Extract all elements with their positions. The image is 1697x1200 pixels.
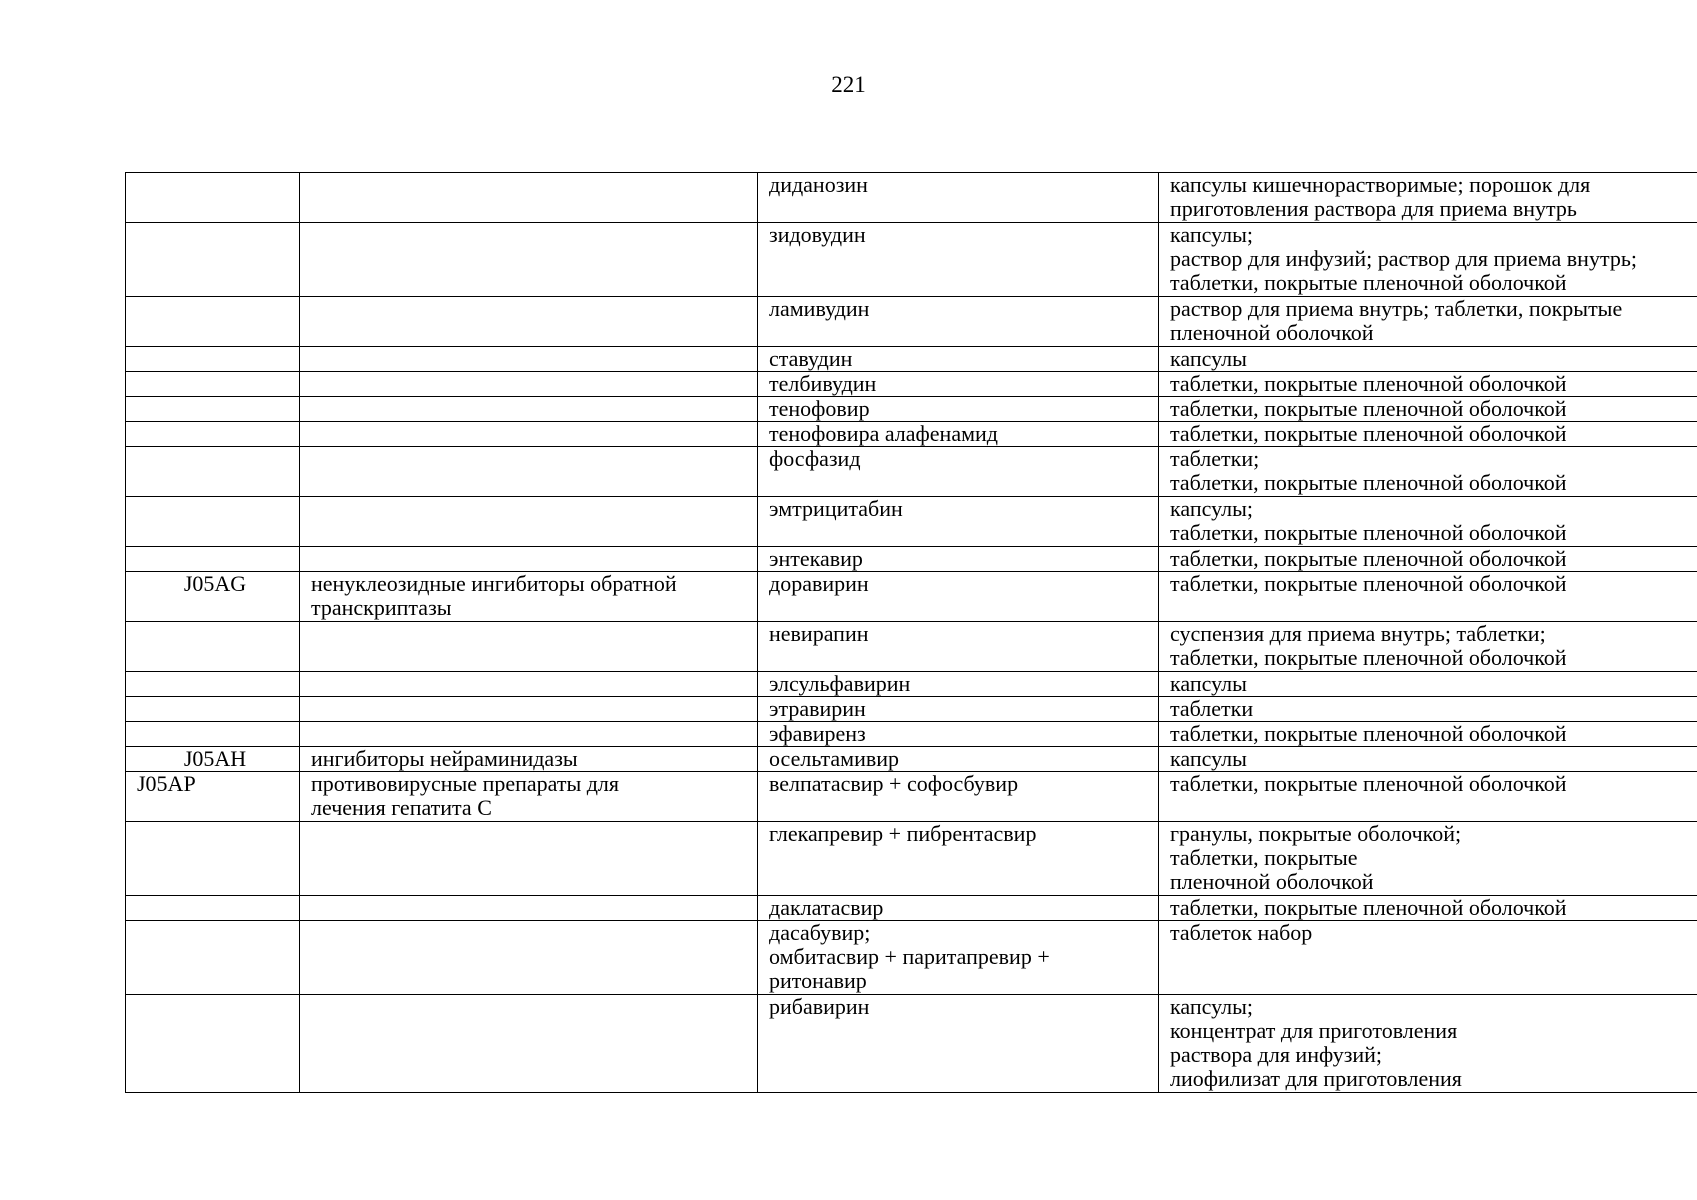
dosage-form-cell: гранулы, покрытые оболочкой; таблетки, покрытые пленочной оболочкой <box>1159 822 1697 896</box>
table-row <box>126 722 1697 747</box>
pharmacological-group-cell <box>300 422 758 447</box>
table-row <box>126 173 1697 223</box>
atc-code-cell <box>126 347 300 372</box>
table-row <box>126 572 1697 622</box>
dosage-form-cell: раствор для приема внутрь; таблетки, покрытые пленочной оболочкой <box>1159 297 1697 347</box>
atc-code-cell: J05AG <box>126 572 300 622</box>
dosage-form-cell: капсулы <box>1159 747 1697 772</box>
drug-name-cell: ламивудин <box>758 297 1159 347</box>
pharmacological-group-cell <box>300 921 758 995</box>
atc-code-cell <box>126 921 300 995</box>
table-row <box>126 422 1697 447</box>
pharmacological-group-cell <box>300 297 758 347</box>
pharmacological-group-cell: ингибиторы нейраминидазы <box>300 747 758 772</box>
pharmacological-group-cell <box>300 697 758 722</box>
dosage-form-cell: таблетки, покрытые пленочной оболочкой <box>1159 397 1697 422</box>
dosage-form-cell: таблетки, покрытые пленочной оболочкой <box>1159 372 1697 397</box>
table-row <box>126 921 1697 995</box>
atc-code-cell <box>126 497 300 547</box>
pharmacological-group-cell <box>300 447 758 497</box>
table-row <box>126 697 1697 722</box>
atc-code-cell <box>126 995 300 1093</box>
atc-code-cell <box>126 822 300 896</box>
dosage-form-cell: таблетки, покрытые пленочной оболочкой <box>1159 547 1697 572</box>
dosage-form-cell: капсулы <box>1159 347 1697 372</box>
table-row <box>126 672 1697 697</box>
table-row <box>126 822 1697 896</box>
dosage-form-cell: капсулы; таблетки, покрытые пленочной оболочкой <box>1159 497 1697 547</box>
atc-code-cell <box>126 697 300 722</box>
table-row <box>126 772 1697 822</box>
pharmacological-group-cell <box>300 995 758 1093</box>
table-row <box>126 995 1697 1093</box>
atc-code-cell <box>126 422 300 447</box>
pharmacological-group-cell <box>300 347 758 372</box>
drug-name-cell: даклатасвир <box>758 896 1159 921</box>
atc-code-cell: J05AH <box>126 747 300 772</box>
table-row <box>126 347 1697 372</box>
drug-name-cell: энтекавир <box>758 547 1159 572</box>
atc-code-cell <box>126 722 300 747</box>
atc-code-cell <box>126 173 300 223</box>
table-row <box>126 447 1697 497</box>
dosage-form-cell: таблетки; таблетки, покрытые пленочной оболочкой <box>1159 447 1697 497</box>
table-row <box>126 223 1697 297</box>
medication-table <box>125 172 1697 1093</box>
page-number: 221 <box>831 72 866 97</box>
dosage-form-cell: капсулы; концентрат для приготовления раствора для инфузий; лиофилизат для приготовления <box>1159 995 1697 1093</box>
dosage-form-cell: капсулы кишечнорастворимые; порошок для приготовления раствора для приема внутрь <box>1159 173 1697 223</box>
table-row <box>126 297 1697 347</box>
table-row <box>126 896 1697 921</box>
dosage-form-cell: таблетки <box>1159 697 1697 722</box>
drug-name-cell: эфавиренз <box>758 722 1159 747</box>
drug-name-cell: этравирин <box>758 697 1159 722</box>
atc-code-cell <box>126 547 300 572</box>
dosage-form-cell: капсулы <box>1159 672 1697 697</box>
dosage-form-cell: таблетки, покрытые пленочной оболочкой <box>1159 772 1697 822</box>
pharmacological-group-cell <box>300 372 758 397</box>
dosage-form-cell: капсулы; раствор для инфузий; раствор для приема внутрь; таблетки, покрытые пленочной оболочкой <box>1159 223 1697 297</box>
table-row <box>126 497 1697 547</box>
table-body <box>126 173 1697 1093</box>
dosage-form-cell: таблетки, покрытые пленочной оболочкой <box>1159 896 1697 921</box>
dosage-form-cell: таблетки, покрытые пленочной оболочкой <box>1159 572 1697 622</box>
pharmacological-group-cell <box>300 397 758 422</box>
pharmacological-group-cell <box>300 722 758 747</box>
table-row <box>126 372 1697 397</box>
pharmacological-group-cell <box>300 822 758 896</box>
drug-name-cell: велпатасвир + софосбувир <box>758 772 1159 822</box>
table-row <box>126 622 1697 672</box>
drug-name-cell: элсульфавирин <box>758 672 1159 697</box>
atc-code-cell <box>126 397 300 422</box>
dosage-form-cell: суспензия для приема внутрь; таблетки; таблетки, покрытые пленочной оболочкой <box>1159 622 1697 672</box>
dosage-form-cell: таблетки, покрытые пленочной оболочкой <box>1159 722 1697 747</box>
drug-name-cell: доравирин <box>758 572 1159 622</box>
pharmacological-group-cell <box>300 622 758 672</box>
drug-name-cell: тенофовир <box>758 397 1159 422</box>
pharmacological-group-cell <box>300 223 758 297</box>
table-row <box>126 747 1697 772</box>
pharmacological-group-cell <box>300 547 758 572</box>
table-row <box>126 397 1697 422</box>
drug-name-cell: глекапревир + пибрентасвир <box>758 822 1159 896</box>
atc-code-cell <box>126 297 300 347</box>
drug-name-cell: фосфазид <box>758 447 1159 497</box>
drug-name-cell: дасабувир; омбитасвир + паритапревир + ритонавир <box>758 921 1159 995</box>
pharmacological-group-cell <box>300 896 758 921</box>
drug-name-cell: невирапин <box>758 622 1159 672</box>
dosage-form-cell: таблетки, покрытые пленочной оболочкой <box>1159 422 1697 447</box>
atc-code-cell <box>126 896 300 921</box>
table-row <box>126 547 1697 572</box>
atc-code-cell <box>126 622 300 672</box>
drug-name-cell: тенофовира алафенамид <box>758 422 1159 447</box>
drug-name-cell: осельтамивир <box>758 747 1159 772</box>
pharmacological-group-cell: противовирусные препараты для лечения гепатита C <box>300 772 758 822</box>
atc-code-cell <box>126 223 300 297</box>
drug-name-cell: телбивудин <box>758 372 1159 397</box>
atc-code-cell <box>126 447 300 497</box>
drug-name-cell: зидовудин <box>758 223 1159 297</box>
dosage-form-cell: таблеток набор <box>1159 921 1697 995</box>
atc-code-cell <box>126 672 300 697</box>
atc-code-cell: J05AP <box>126 772 300 822</box>
pharmacological-group-cell <box>300 672 758 697</box>
drug-name-cell: диданозин <box>758 173 1159 223</box>
pharmacological-group-cell <box>300 173 758 223</box>
atc-code-cell <box>126 372 300 397</box>
pharmacological-group-cell: ненуклеозидные ингибиторы обратной транскриптазы <box>300 572 758 622</box>
drug-name-cell: ставудин <box>758 347 1159 372</box>
pharmacological-group-cell <box>300 497 758 547</box>
drug-name-cell: эмтрицитабин <box>758 497 1159 547</box>
drug-name-cell: рибавирин <box>758 995 1159 1093</box>
